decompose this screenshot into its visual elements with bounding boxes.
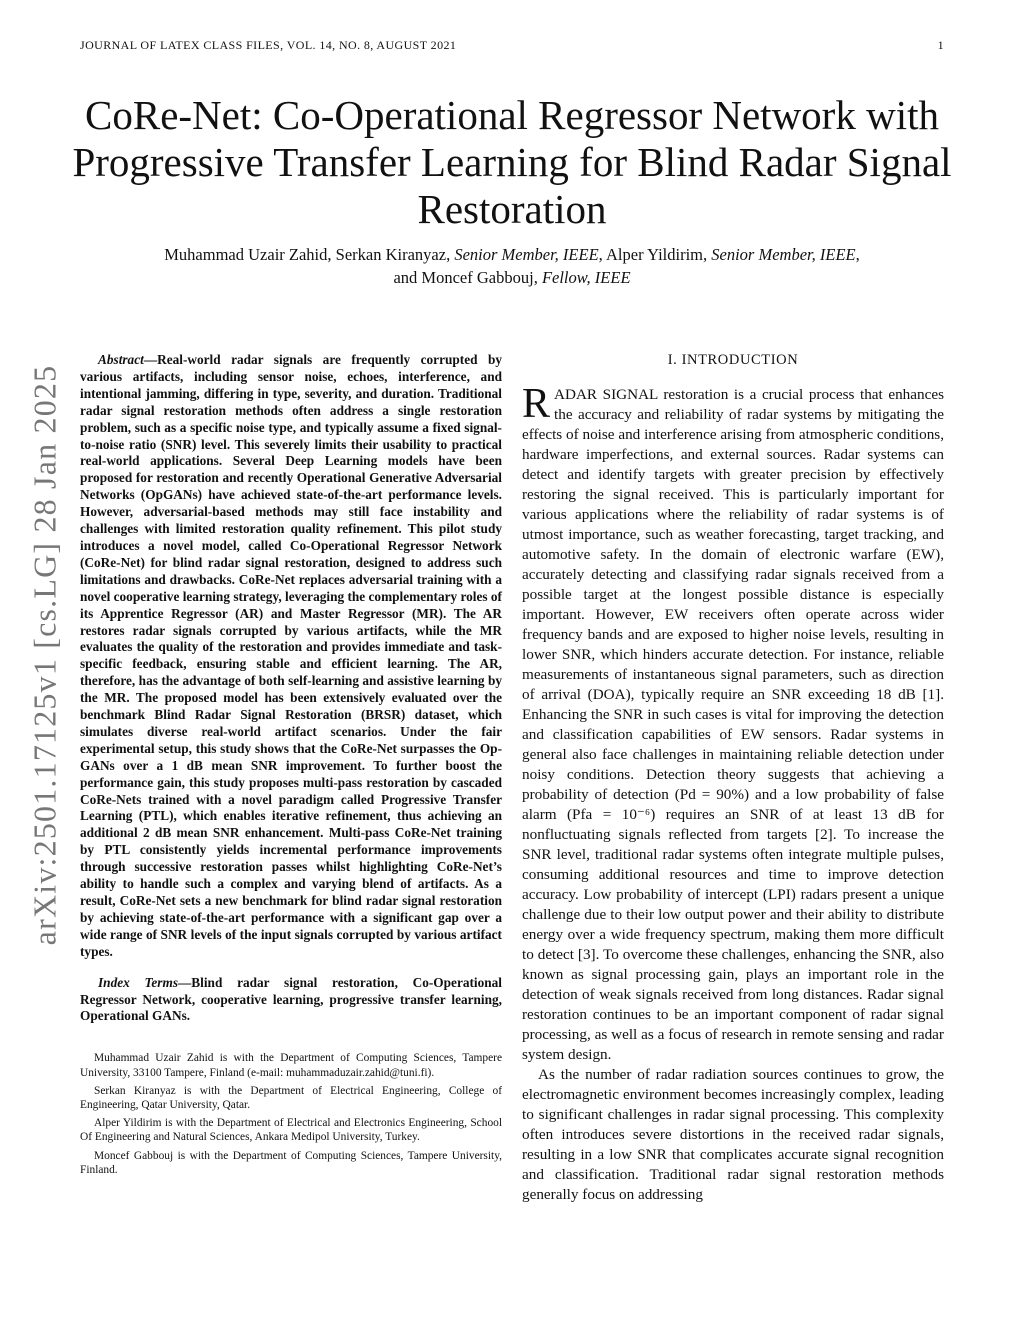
right-column (522, 352, 944, 1205)
author-list: Muhammad Uzair Zahid, Serkan Kiranyaz, Senior Member, IEEE, Alper Yildirim, Senior Member, IEEE, and Moncef Gabbouj, Fellow, IEEE (164, 245, 860, 287)
abstract-text: Real-world radar signals are frequently corrupted by various artifacts, including sensor noise, echoes, interference, and intentional jamming, differing in type, severity, and duration. Traditional radar signal restoration methods often address a single restoration problem, such as a specific noise type, and typically assume a fixed signal-to-noise ratio (SNR) level. This severely limits their usability to practical real-world applications. Several Deep Learning models have been proposed for restoration and recently Operational Generative Adversarial Networks (OpGANs) have achieved state-of-the-art performance levels. However, adversarial-based methods may still face instability and challenges with limited restoration quality refinement. This pilot study introduces a novel model, called Co-Operational Regressor Network (CoRe-Net) for blind radar signal restoration, designed to address such limitations and drawbacks. CoRe-Net replaces adversarial training with a novel cooperative learning strategy, leveraging the complementary roles of its Apprentice Regressor (AR) and Master Regressor (MR). The AR restores radar signals corrupted by various artifacts, while the MR evaluates the quality of the restoration and provides immediate and task-specific feedback, ensuring stable and efficient learning. The AR, therefore, has the advantage of both self-learning and assistive learning by the MR. The proposed model has been extensively evaluated over the benchmark Blind Radar Signal Restoration (BRSR) dataset, which simulates diverse real-world artifact scenarios. Under the fair experimental setup, this study shows that the CoRe-Net surpasses the Op-GANs over a 1 dB mean SNR improvement. To further boost the performance gain, this study proposes multi-pass restoration by cascaded CoRe-Nets trained with a novel paradigm called Progressive Transfer Learning (PTL), which enables iterative refinement, thus achieving an additional 2 dB mean SNR enhancement. Multi-pass CoRe-Net training by PTL consistently yields incremental performance improvements through successive restoration passes whilst highlighting CoRe-Net’s ability to handle such a complex and varying blend of artifacts. As a result, CoRe-Net sets a new benchmark for blind radar signal restoration by achieving state-of-the-art performance with a significant gap over a wide range of SNR levels of the input signals corrupted by various artifact types. (80, 352, 502, 959)
abstract: Abstract—Real-world radar signals are frequently corrupted by various artifacts, including sensor noise, echoes, interference, and intentional jamming, differing in type, severity, and duration. Traditional radar signal restoration methods often address a single restoration problem, such as a specific noise type, and typically assume a fixed signal-to-noise ratio (SNR) level. This severely limits their usability to practical real-world applications. Several Deep Learning models have been proposed for restoration and recently Operational Generative Adversarial Networks (OpGANs) have achieved state-of-the-art performance levels. However, adversarial-based methods may still face instability and challenges with limited restoration quality refinement. This pilot study introduces a novel model, called Co-Operational Regressor Network (CoRe-Net) for blind radar signal restoration, designed to address such limitations and drawbacks. CoRe-Net replaces adversarial training with a novel cooperative learning strategy, leveraging the complementary roles of its Apprentice Regressor (AR) and Master Regressor (MR). The AR restores radar signals corrupted by various artifacts, while the MR evaluates the quality of the restoration and provides immediate and task-specific feedback, ensuring stable and efficient learning. The AR, therefore, has the advantage of both self-learning and assistive learning by the MR. The proposed model has been extensively evaluated over the benchmark Blind Radar Signal Restoration (BRSR) dataset, which simulates diverse real-world artifact scenarios. Under the fair experimental setup, this study shows that the CoRe-Net surpasses the Op-GANs over a 1 dB mean SNR improvement. To further boost the performance gain, this study proposes multi-pass restoration by cascaded CoRe-Nets trained with a novel paradigm called Progressive Transfer Learning (PTL), which enables iterative refinement, thus achieving an additional 2 dB mean SNR enhancement. Multi-pass CoRe-Net training by PTL consistently yields incremental performance improvements through successive restoration passes whilst highlighting CoRe-Net’s ability to handle such a complex and varying blend of artifacts. As a result, CoRe-Net sets a new benchmark for blind radar signal restoration by achieving state-of-the-art performance with a significant gap over a wide range of SNR levels of the input signals corrupted by various artifact types. (80, 352, 502, 959)
journal-header: JOURNAL OF LATEX CLASS FILES, VOL. 14, NO. 8, AUGUST 2021 (80, 38, 457, 52)
footnote: Muhammad Uzair Zahid is with the Department of Computing Sciences, Tampere University, 33100 Tampere, Finland (e-mail: muhammaduzair.zahid@tuni.fi). (80, 1052, 502, 1079)
author-role: Senior Member, IEEE (454, 245, 599, 264)
author-role: Fellow, IEEE (541, 268, 631, 287)
paper-title: CoRe-Net: Co-Operational Regressor Network with Progressive Transfer Learning for Blind Radar Signal Restoration (72, 92, 952, 232)
author-name: Muhammad Uzair Zahid (164, 245, 328, 264)
footnote: Moncef Gabbouj is with the Department of Computing Sciences, Tampere University, Finland. (80, 1149, 502, 1176)
author-name: Serkan Kiranyaz (335, 245, 447, 264)
page-number: 1 (937, 38, 944, 52)
section-heading-introduction: I. INTRODUCTION (667, 352, 799, 368)
footnote: Alper Yildirim is with the Department of Electrical and Electronics Engineering, School Of Engineering and Natural Sciences, Ankara Medipol University, Turkey. (80, 1117, 502, 1144)
abstract-label: Abstract (98, 352, 144, 367)
author-footnotes (80, 1051, 502, 1177)
author-name: Moncef Gabbouj (421, 268, 534, 287)
footnote: Serkan Kiranyaz is with the Department of Electrical Engineering, College of Engineering, Qatar University, Qatar. (80, 1084, 502, 1111)
author-name: Alper Yildirim (606, 245, 704, 264)
index-terms: Index Terms—Blind radar signal restoration, Co-Operational Regressor Network, cooperative learning, progressive transfer learning, Operational GANs. (80, 974, 502, 1024)
running-header (80, 38, 944, 58)
index-terms-text: Blind radar signal restoration, Co-Operational Regressor Network, cooperative learning, progressive transfer learning, Operational GANs. (80, 974, 502, 1024)
left-column (80, 352, 502, 1181)
author-role: Senior Member, IEEE (711, 245, 856, 264)
intro-paragraph: As the number of radar radiation sources continues to grow, the electromagnetic environment becomes increasingly complex, leading to significant challenges in radar signal processing. This complexity often introduces severe distortions in the received radar signals, resulting in a low SNR that complicates accurate signal recognition and classification. Traditional radar signal restoration methods generally focus on addressing (522, 1066, 944, 1203)
intro-paragraph (522, 381, 944, 1065)
arxiv-id: arXiv:2501.17125v1 [cs.LG] 28 Jan 2025 (26, 364, 63, 946)
intro-paragraph-text: ADAR SIGNAL restoration is a crucial process that enhances the accuracy and reliability of radar systems by mitigating the effects of noise and interference arising from atmospheric conditions, hardware imperfections, and external sources. Radar systems can detect and identify targets with greater precision by effectively restoring the signal received. This is particularly important for various applications where the reliability of radar systems is of utmost importance, such as weather forecasting, target tracking, and automotive safety. In the domain of electronic warfare (EW), accurately detecting and classifying radar signals received from a possible target at the longest possible distance is especially important. However, EW receivers often operate across wider frequency bands and are exposed to higher noise levels, resulting in lower SNR, which hinders accurate detection. For instance, reliable measurements of instantaneous signal parameters, such as direction of arrival (DOA), typically require an SNR exceeding 18 dB [1]. Enhancing the SNR in such cases is vital for improving the detection and classification capabilities of EW sensors. Radar systems in general also face challenges in maintaining reliable detection under noisy conditions. Detection theory suggests that achieving a probability of detection (Pd = 90%) and a low probability of false alarm (Pfa = 10⁻⁶) requires an SNR of at least 13 dB for nonfluctuating signals reflected from targets [2]. To increase the SNR level, traditional radar systems often integrate multiple pulses, consuming additional resources and time to improve detection accuracy. Low probability of intercept (LPI) radars present a unique challenge due to their low output power and their ability to distribute energy over a wide frequency spectrum, making them more difficult to detect [3]. To overcome these challenges, enhancing the SNR, also known as signal processing gain, plays an important role in the detection of weak signals received from long distances. Radar signal restoration continues to be an important component of radar signal processing, as well as a focus of research in remote sensing and radar system design. (522, 386, 944, 1063)
drop-cap: R (522, 381, 551, 427)
index-terms-label: Index Terms (98, 974, 178, 990)
